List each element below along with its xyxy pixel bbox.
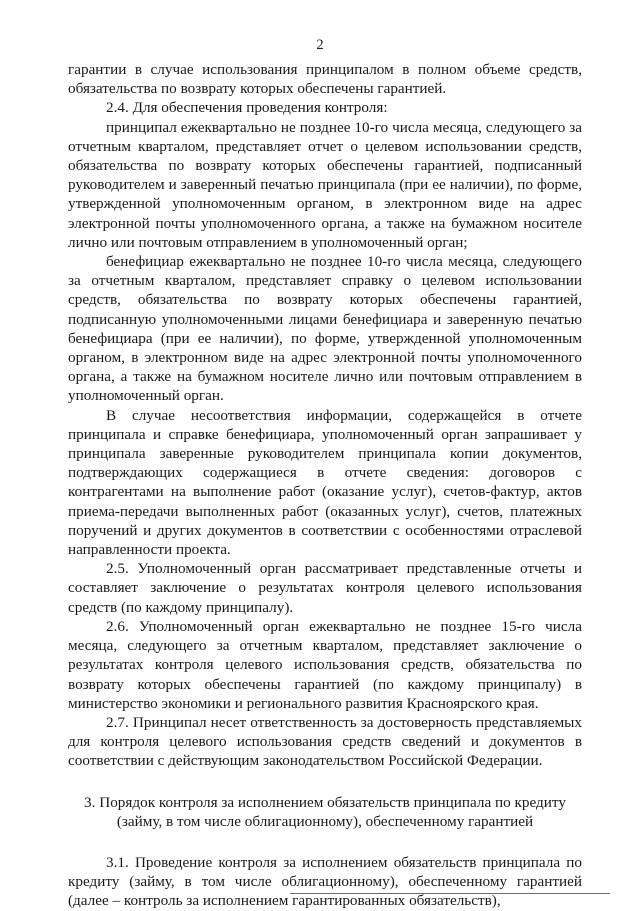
discrepancy-paragraph: В случае несоответствия информации, содержащейся в отчете принципала и справке бенефициара, уполномоченный орган запрашивает у принципала заверенные руководителем принципала копии документов, подтверждающих содержащиеся в отчете сведения: договоров с контрагентами на выполнение работ (оказание услуг), счетов-фактур, актов приема-передачи выполненных работ (оказанных услуг), счетов, платежных поручений и других документов в соответствии с особенностями отраслевой направленности проекта. [68, 406, 582, 559]
section-3-heading: 3. Порядок контроля за исполнением обязательств принципала по кредиту (займу, в том числе облигационному), обеспеченному гарантией [84, 793, 566, 830]
clause-2-7: 2.7. Принципал несет ответственность за достоверность представляемых для контроля целевого использования средств сведений и документов в соответствии с действующим законодательством Российской Федерации. [68, 713, 582, 770]
paragraph-continuation: гарантии в случае использования принципалом в полном объеме средств, обязательства по возврату которых обеспечены гарантией. [68, 61, 582, 98]
clause-2-5: 2.5. Уполномоченный орган рассматривает представленные отчеты и составляет заключение о результатах контроля целевого использования средств (по каждому принципалу). [68, 560, 582, 616]
page-number: 2 [316, 37, 324, 53]
clause-2-6: 2.6. Уполномоченный орган ежеквартально не позднее 15-го числа месяца, следующего за отчетным кварталом, представляет заключение о результатах контроля целевого использования средств, обязательства по возврату которых обеспечены гарантией (по каждому принципалу) в министерство экономики и регионального развития Красноярского края. [68, 617, 582, 712]
clause-3-1: 3.1. Проведение контроля за исполнением обязательств принципала по кредиту (займу, в том числе облигационному), обеспеченному гарантией (далее – контроль за исполнением гарантированных обязательств), [68, 853, 582, 910]
principal-report-paragraph: принципал ежеквартально не позднее 10-го числа месяца, следующего за отчетным кварталом, представляет отчет о целевом использовании средств, обязательства по возврату которых обеспечены гарантией, подписанный руководителем и заверенный печатью принципала (при ее наличии), по форме, утвержденной уполномоченным органом, в электронном виде на адрес электронной почты уполномоченного органа, а также на бумажном носителе лично или почтовым отправлением в уполномоченный орган; [68, 118, 582, 251]
clause-2-4: 2.4. Для обеспечения проведения контроля: [106, 99, 388, 117]
beneficiary-certificate-paragraph: бенефициар ежеквартально не позднее 10-го числа месяца, следующего за отчетным кварталом, представляет справку о целевом использовании средств, обязательства по возврату которых обеспечены гарантией, подписанную уполномоченными лицами бенефициара и заверенную печатью бенефициара (при ее наличии), по форме, утвержденной уполномоченным органом, в электронном виде на адрес электронной почты уполномоченного органа, а также на бумажном носителе лично или почтовым отправлением в уполномоченный орган. [68, 253, 582, 405]
document-body [68, 60, 582, 911]
scan-edge-line [290, 893, 610, 894]
